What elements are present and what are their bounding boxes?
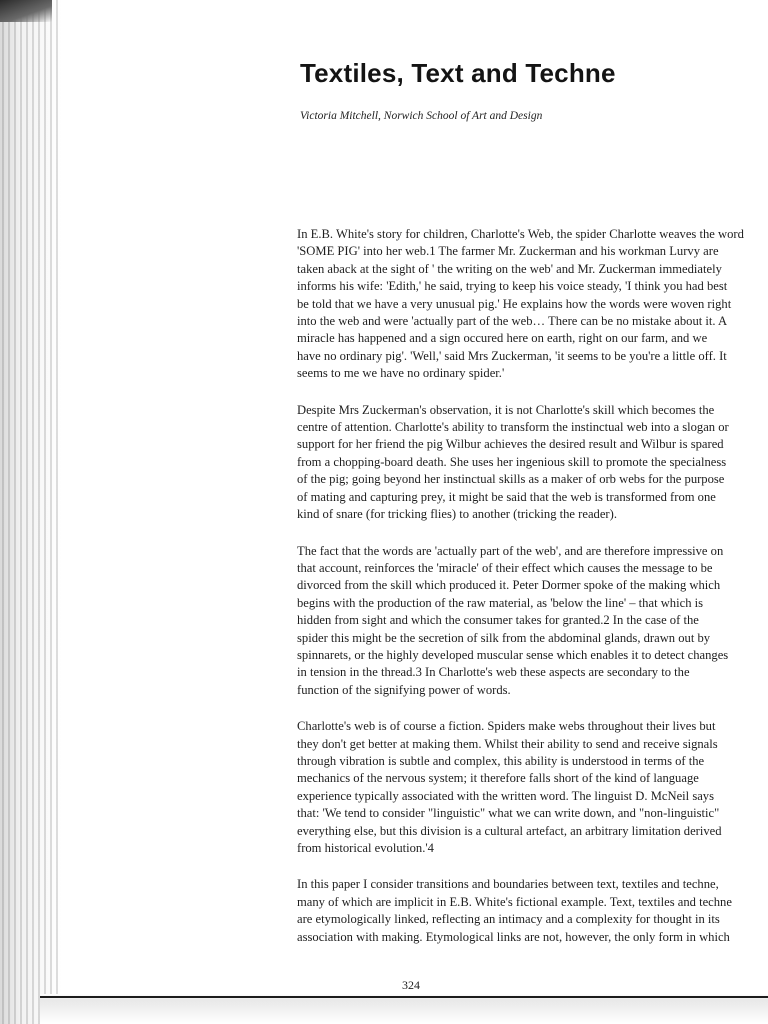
document-title: Textiles, Text and Techne (300, 58, 616, 88)
text-line: In this paper I consider transitions and boundaries between text, textiles and techne, (297, 877, 719, 892)
paragraph-1 (297, 226, 768, 383)
text-line: of the pig; going beyond her instinctual skills as a maker of orb webs for the purpose (297, 472, 725, 487)
text-line: taken aback at the sight of ' the writing on the web' and Mr. Zuckerman immediately (297, 261, 722, 276)
text-line: many of which are implicit in E.B. White's fictional example. Text, textiles and techne (297, 894, 732, 909)
text-line: association with making. Etymological links are not, however, the only form in which (297, 929, 730, 944)
text-line: through vibration is subtle and complex, this ability is understood in terms of the (297, 753, 705, 768)
author-line: Victoria Mitchell, Norwich School of Art and Design (300, 110, 543, 122)
text-line: into the web and were 'actually part of the web… There can be no mistake about it. A (297, 314, 728, 329)
text-line: are etymologically linked, reflecting an intimacy and a complexity for thought in its (297, 912, 720, 927)
paragraph-3 (297, 543, 768, 700)
scanned-binding-edge (0, 0, 62, 1024)
scan-shadow-corner (0, 0, 52, 22)
text-line: informs his wife: 'Edith,' he said, trying to keep his voice steady, 'I think you had best (297, 279, 728, 294)
text-line: that: 'We tend to consider "linguistic" what we can write down, and "non-linguistic" (297, 806, 720, 821)
text-line: miracle has happened and a sign occured here on earth, right on our farm, and we (297, 331, 708, 346)
text-line: begins with the production of the raw material, as 'below the line' – that which is (297, 595, 704, 610)
text-line: kind of snare (for tricking flies) to another (tricking the reader). (297, 507, 617, 522)
text-line: from a chopping-board death. She uses her ingenious skill to promote the specialness (297, 454, 727, 469)
text-line: function of the signifying power of words. (297, 682, 511, 697)
text-line: spider this might be the secretion of silk from the abdominal glands, drawn out by (297, 630, 711, 645)
text-line: seems to me we have no ordinary spider.' (297, 366, 505, 381)
text-line: centre of attention. Charlotte's ability to transform the instinctual web into a slogan or (297, 420, 729, 435)
text-line: from historical evolution.'4 (297, 841, 434, 855)
text-line: spinnarets, or the highly developed muscular sense which enables it to detect changes (297, 647, 729, 662)
text-line: support for her friend the pig Wilbur achieves the desired result and Wilbur is spared (297, 437, 724, 452)
text-line: of mating and capturing prey, it might be said that the web is transformed from one (297, 489, 716, 504)
text-line: 'SOME PIG' into her web.1 The farmer Mr. Zuckerman and his workman Lurvy are (297, 244, 719, 259)
text-line: have no ordinary pig'. 'Well,' said Mrs Zuckerman, 'it seems to be you're a little off. It (297, 348, 727, 363)
text-line: in tension in the thread.3 In Charlotte's web these aspects are secondary to the (297, 665, 690, 680)
text-line: divorced from the skill which produced it. Peter Dormer spoke of the making which (297, 578, 721, 593)
text-line: mechanics of the nervous system; it therefore falls short of the kind of language (297, 771, 699, 786)
paragraph-2 (297, 402, 768, 524)
text-line: Charlotte's web is of course a fiction. Spiders make webs throughout their lives but (297, 719, 716, 734)
text-line: hidden from sight and which the consumer takes for granted.2 In the case of the (297, 613, 699, 628)
page-number: 324 (402, 978, 420, 992)
text-line: that account, reinforces the 'miracle' of their effect which causes the message to be (297, 560, 713, 575)
body-text (297, 226, 768, 965)
text-line: everything else, but this division is a cultural artefact, an arbitrary limitation derived (297, 823, 722, 838)
paragraph-4 (297, 718, 768, 857)
text-line: In E.B. White's story for children, Charlotte's Web, the spider Charlotte weaves the word (297, 227, 744, 241)
text-line: Despite Mrs Zuckerman's observation, it is not Charlotte's skill which becomes the (297, 402, 715, 417)
text-line: experience typically associated with the written word. The linguist D. McNeil says (297, 788, 715, 803)
text-line: be told that we have a very unusual pig.' He explains how the words were woven right (297, 296, 732, 311)
page-bottom-rule (40, 996, 768, 998)
text-line: they don't get better at making them. Whilst their ability to send and receive signals (297, 736, 718, 751)
text-line: The fact that the words are 'actually part of the web', and are therefore impressive on (297, 543, 724, 558)
scan-bottom-edge (40, 994, 768, 1024)
paragraph-5 (297, 876, 768, 946)
